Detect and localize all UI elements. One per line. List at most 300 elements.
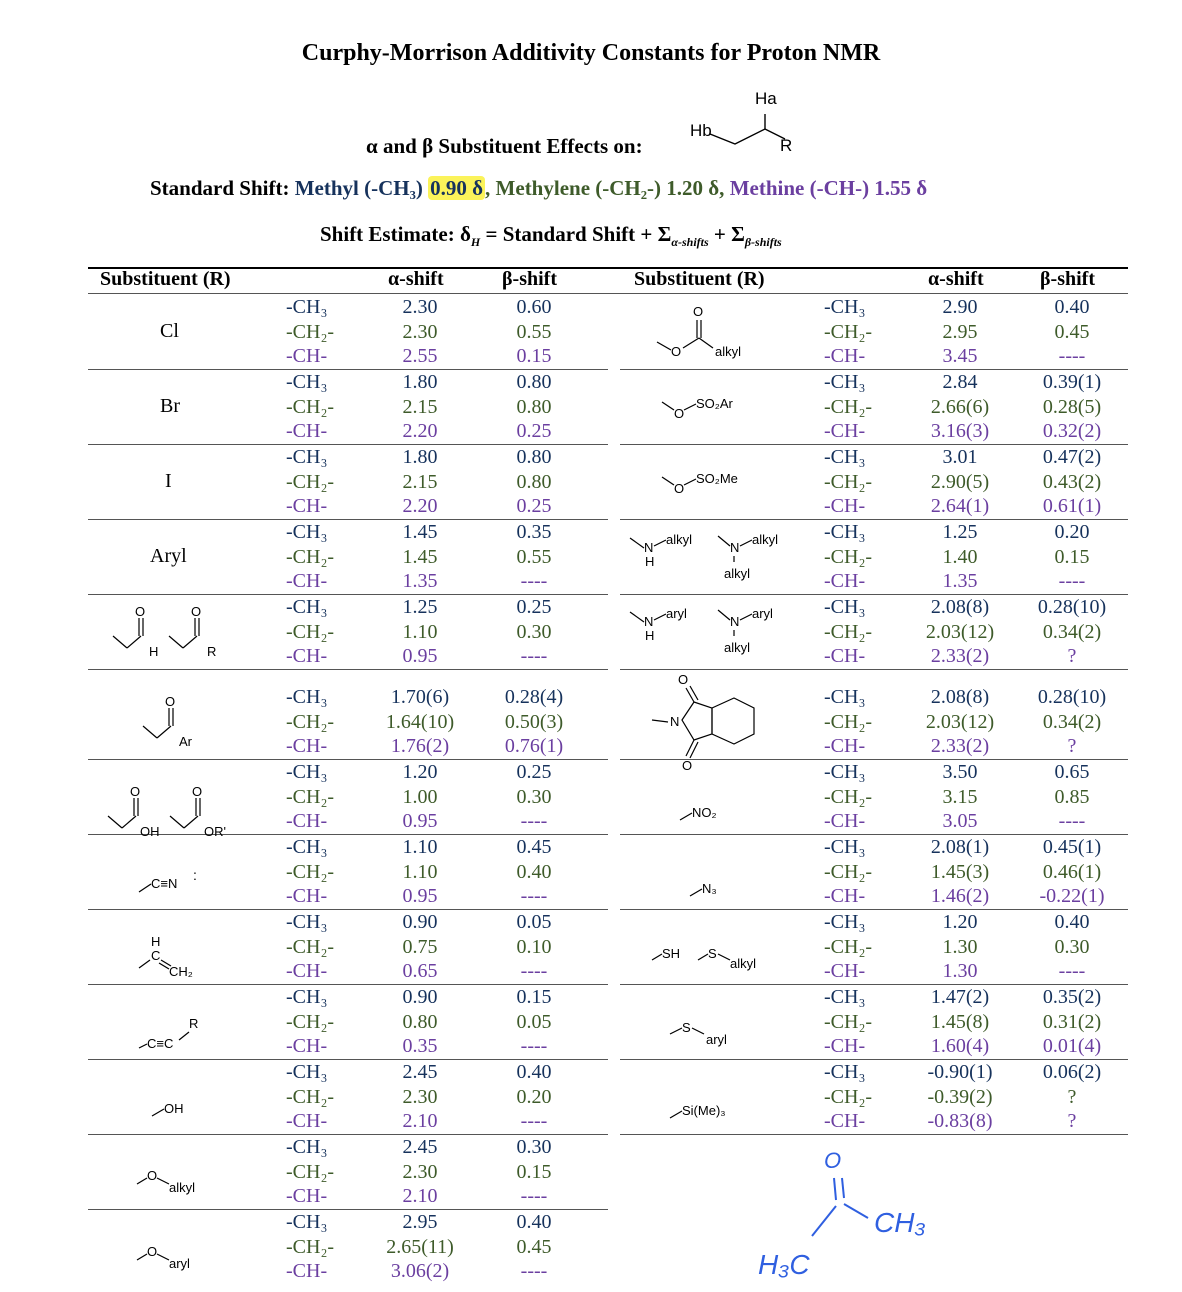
estimate-sub-h: H bbox=[470, 235, 481, 250]
alpha-shift-value: 2.55 bbox=[402, 345, 438, 367]
estimate-eq: = Standard Shift + Σ bbox=[480, 222, 672, 246]
beta-shift-value: ---- bbox=[1058, 960, 1086, 982]
alpha-shift-values bbox=[380, 835, 460, 909]
carbon-label: -CH- bbox=[824, 570, 866, 592]
carbon-label: -CH₂- bbox=[824, 785, 873, 808]
n-atom: N bbox=[644, 540, 654, 555]
beta-shift-values bbox=[1028, 835, 1116, 909]
beta-shift-value: 0.43(2) bbox=[1042, 470, 1102, 493]
alpha-shift-value: 2.33(2) bbox=[930, 735, 990, 757]
carbon-label: -CH₃ bbox=[824, 686, 866, 708]
beta-shift-value: 0.31(2) bbox=[1042, 1010, 1102, 1033]
alpha-shift-value: 1.40 bbox=[942, 545, 978, 568]
ha-label: Ha bbox=[755, 89, 777, 108]
alpha-shift-value: 1.35 bbox=[402, 570, 438, 592]
beta-shift-value: 0.40 bbox=[1054, 911, 1090, 933]
carbon-labels bbox=[824, 835, 872, 909]
carbon-label: -CH₂- bbox=[286, 860, 335, 883]
carbon-labels bbox=[286, 370, 334, 444]
carbon-label: -CH- bbox=[286, 960, 328, 982]
alpha-shift-value: 2.64(1) bbox=[930, 495, 990, 517]
carbon-label: -CH- bbox=[286, 420, 328, 442]
azide-structure bbox=[688, 876, 748, 902]
header-rule bbox=[88, 293, 1128, 294]
hb-label: Hb bbox=[690, 121, 712, 140]
alpha-shift-value: 2.33(2) bbox=[930, 645, 990, 667]
carbon-label: -CH₃ bbox=[286, 986, 328, 1008]
beta-shift-value: 0.85 bbox=[1054, 785, 1090, 808]
beta-shift-value: 0.28(10) bbox=[1037, 596, 1107, 618]
beta-shift-value: 0.80 bbox=[516, 395, 552, 418]
carbon-label: -CH₃ bbox=[824, 596, 866, 618]
beta-shift-values bbox=[1028, 370, 1116, 444]
carbon-label: -CH₂- bbox=[286, 1235, 335, 1258]
carbon-labels bbox=[824, 910, 872, 984]
alpha-shift-values bbox=[918, 370, 1002, 444]
n-atom: N bbox=[670, 714, 680, 729]
carbon-label: -CH₃ bbox=[824, 1061, 866, 1083]
beta-shift-value: 0.30 bbox=[516, 1136, 552, 1158]
s-atom: S bbox=[708, 946, 717, 961]
alpha-shift-values bbox=[918, 760, 1002, 834]
beta-shift-value: 0.01(4) bbox=[1042, 1035, 1102, 1057]
alpha-shift-value: 2.30 bbox=[402, 296, 438, 318]
carbon-label: -CH₂- bbox=[824, 545, 873, 568]
carbon-label: -CH₃ bbox=[286, 1136, 328, 1158]
handwritten-ch3: CH₃ bbox=[874, 1207, 926, 1238]
carbon-label: -CH₃ bbox=[824, 446, 866, 468]
alpha-shift-value: 1.30 bbox=[942, 960, 978, 982]
alpha-shift-values bbox=[380, 760, 460, 834]
beta-shift-value: 0.47(2) bbox=[1042, 446, 1102, 468]
beta-shift-value: 0.15 bbox=[1054, 545, 1090, 568]
beta-shift-value: 0.05 bbox=[516, 911, 552, 933]
carbon-label: -CH₃ bbox=[286, 371, 328, 393]
alkyne-label: C≡C bbox=[147, 1036, 174, 1051]
ether-aryl-structure bbox=[135, 1242, 225, 1274]
carbon-label: -CH₃ bbox=[824, 521, 866, 543]
carbon-label: -CH₂- bbox=[824, 320, 873, 343]
alpha-shift-values bbox=[380, 1135, 460, 1209]
alpha-shift-values bbox=[918, 985, 1002, 1059]
beta-shift-values bbox=[495, 520, 573, 594]
aryl-label: aryl bbox=[169, 1256, 190, 1271]
handwritten-acetone-sketch bbox=[750, 1148, 950, 1288]
phthalimide-structure bbox=[650, 670, 770, 774]
so2ar-label: SO₂Ar bbox=[696, 396, 733, 411]
carbon-label: -CH- bbox=[286, 735, 328, 757]
alpha-shift-value: 2.20 bbox=[402, 420, 438, 442]
alpha-shift-values bbox=[918, 910, 1002, 984]
carbon-label: -CH- bbox=[286, 645, 328, 667]
handwritten-h3c: H₃C bbox=[758, 1249, 810, 1280]
alkyl-label: alkyl bbox=[169, 1180, 196, 1195]
ester-o-structure bbox=[655, 302, 765, 364]
aryl-sulfide-structure bbox=[668, 1018, 758, 1050]
n-atom: N bbox=[644, 614, 654, 629]
beta-shift-value: 0.45(1) bbox=[1042, 836, 1102, 858]
alkyl-label: alkyl bbox=[724, 640, 751, 655]
carbon-label: -CH- bbox=[286, 1110, 328, 1132]
methylene-label: , Methylene (-CH₂-) 1.20 δ, bbox=[485, 176, 730, 200]
carbon-label: -CH- bbox=[286, 1185, 328, 1207]
r-atom: R bbox=[207, 644, 217, 659]
alpha-shift-value: 2.95 bbox=[942, 320, 978, 343]
carbon-label: -CH₃ bbox=[824, 836, 866, 858]
alpha-shift-value: 2.08(8) bbox=[930, 686, 990, 708]
o-atom: O bbox=[135, 604, 146, 619]
oh-atom: OH bbox=[140, 824, 160, 839]
carbon-labels bbox=[286, 1060, 334, 1134]
left-alpha-header: α-shift bbox=[388, 268, 444, 290]
alpha-shift-values bbox=[918, 595, 1002, 669]
o-atom: O bbox=[693, 304, 704, 319]
carbon-label: -CH₂- bbox=[824, 1085, 873, 1108]
alpha-shift-value: 0.80 bbox=[402, 1010, 438, 1033]
carbon-label: -CH₃ bbox=[286, 836, 328, 858]
c-atom: C bbox=[151, 948, 161, 963]
carbon-label: -CH₂- bbox=[286, 710, 335, 733]
beta-shift-value: 0.35 bbox=[516, 521, 552, 543]
estimate-sub-beta: β-shifts bbox=[744, 235, 782, 250]
alpha-shift-value: 0.95 bbox=[402, 885, 438, 907]
alpha-shift-value: 0.95 bbox=[402, 810, 438, 832]
carbon-label: -CH₃ bbox=[286, 1061, 328, 1083]
ether-alkyl-structure bbox=[135, 1166, 225, 1198]
o-atom: O bbox=[674, 481, 685, 496]
alpha-shift-value: 2.65(11) bbox=[386, 1235, 454, 1258]
mesylate-structure bbox=[660, 467, 770, 497]
beta-shift-values bbox=[1028, 1060, 1116, 1134]
alpha-shift-value: 0.75 bbox=[402, 935, 438, 958]
no2-label: NO₂ bbox=[692, 805, 717, 820]
beta-shift-value: 0.55 bbox=[516, 320, 552, 343]
carbon-label: -CH₂- bbox=[286, 620, 335, 643]
beta-shift-value: ---- bbox=[1058, 570, 1086, 592]
alpha-shift-value: 1.70(6) bbox=[390, 686, 450, 708]
beta-shift-values bbox=[495, 910, 573, 984]
beta-shift-value: ? bbox=[1067, 645, 1077, 667]
beta-shift-value: 0.45 bbox=[1054, 320, 1090, 343]
alpha-shift-values bbox=[380, 295, 460, 369]
alkene-structure bbox=[135, 930, 215, 986]
carbon-label: -CH- bbox=[824, 885, 866, 907]
alpha-shift-value: 2.08(1) bbox=[930, 836, 990, 858]
alkyl-label: alkyl bbox=[752, 532, 779, 547]
alpha-shift-values bbox=[918, 295, 1002, 369]
beta-shift-value: 0.25 bbox=[516, 761, 552, 783]
beta-shift-values bbox=[495, 835, 573, 909]
carbon-label: -CH₂- bbox=[824, 1010, 873, 1033]
beta-shift-values bbox=[495, 1210, 573, 1284]
s-atom: S bbox=[682, 1020, 691, 1035]
beta-shift-value: 0.30 bbox=[1054, 935, 1090, 958]
carbon-label: -CH₂- bbox=[286, 1160, 335, 1183]
row-rule bbox=[620, 1134, 1128, 1135]
alpha-shift-value: 2.95 bbox=[402, 1211, 438, 1233]
carbon-label: -CH- bbox=[286, 570, 328, 592]
nitrile-structure bbox=[135, 862, 215, 902]
methyl-label: Methyl (-CH₃) bbox=[294, 176, 429, 200]
carbon-label: -CH₃ bbox=[824, 296, 866, 318]
carbon-label: -CH₃ bbox=[286, 761, 328, 783]
alpha-shift-value: 2.15 bbox=[402, 395, 438, 418]
carbon-label: -CH₂- bbox=[286, 1085, 335, 1108]
alpha-shift-value: 1.20 bbox=[402, 761, 438, 783]
beta-shift-value: 0.80 bbox=[516, 470, 552, 493]
alpha-shift-values bbox=[918, 685, 1002, 759]
beta-shift-values bbox=[1028, 685, 1116, 759]
alpha-shift-values bbox=[380, 910, 460, 984]
sub-aryl: Aryl bbox=[150, 545, 187, 567]
left-substituent-header: Substituent (R) bbox=[100, 268, 231, 290]
aryl-label: aryl bbox=[752, 606, 773, 621]
r-label: R bbox=[780, 136, 793, 155]
estimate-text: Shift Estimate: δ bbox=[320, 222, 471, 246]
aryl-label: aryl bbox=[706, 1032, 727, 1047]
beta-shift-value: 0.40 bbox=[516, 1061, 552, 1083]
alpha-shift-value: 2.84 bbox=[942, 371, 978, 393]
beta-shift-values bbox=[495, 1060, 573, 1134]
carbon-labels bbox=[824, 1060, 872, 1134]
carbon-labels bbox=[286, 520, 334, 594]
thiol-sulfide-structure bbox=[650, 944, 770, 976]
carbon-label: -CH₂- bbox=[824, 470, 873, 493]
carbon-label: -CH₃ bbox=[286, 446, 328, 468]
carbon-label: -CH- bbox=[286, 1260, 328, 1282]
o-atom: O bbox=[130, 784, 141, 799]
beta-shift-value: 0.46(1) bbox=[1042, 860, 1102, 883]
alpha-shift-value: 1.64(10) bbox=[385, 710, 455, 733]
alpha-shift-values bbox=[380, 370, 460, 444]
alpha-shift-value: 2.45 bbox=[402, 1061, 438, 1083]
carbon-label: -CH₃ bbox=[824, 911, 866, 933]
beta-shift-values bbox=[1028, 445, 1116, 519]
n-atom: N bbox=[730, 540, 740, 555]
nitro-structure bbox=[678, 800, 758, 826]
methyl-highlight: 0.90 δ bbox=[430, 176, 484, 200]
alpha-shift-value: 2.03(12) bbox=[925, 620, 995, 643]
alpha-shift-values bbox=[380, 985, 460, 1059]
beta-shift-value: 0.28(10) bbox=[1037, 686, 1107, 708]
carbon-labels bbox=[824, 685, 872, 759]
beta-shift-value: 0.28(4) bbox=[504, 686, 564, 708]
alpha-shift-value: -0.83(8) bbox=[927, 1110, 993, 1132]
beta-shift-value: 0.30 bbox=[516, 620, 552, 643]
beta-shift-values bbox=[1028, 295, 1116, 369]
carbon-label: -CH- bbox=[824, 495, 866, 517]
alpha-shift-values bbox=[380, 445, 460, 519]
beta-shift-values bbox=[495, 445, 573, 519]
n3-label: N₃ bbox=[702, 881, 717, 896]
alpha-shift-value: 0.95 bbox=[402, 645, 438, 667]
alpha-shift-value: 2.03(12) bbox=[925, 710, 995, 733]
alpha-shift-values bbox=[918, 520, 1002, 594]
alpha-shift-values bbox=[918, 1060, 1002, 1134]
alpha-shift-value: 3.06(2) bbox=[390, 1260, 450, 1282]
beta-shift-value: 0.35(2) bbox=[1042, 986, 1102, 1008]
beta-shift-value: 0.65 bbox=[1054, 761, 1090, 783]
beta-shift-values bbox=[495, 595, 573, 669]
beta-shift-value: 0.30 bbox=[516, 785, 552, 808]
beta-shift-value: 0.25 bbox=[516, 495, 552, 517]
r-atom: R bbox=[189, 1016, 199, 1031]
alcohol-structure bbox=[150, 1096, 210, 1120]
alpha-shift-value: 3.15 bbox=[942, 785, 978, 808]
alpha-shift-value: 2.90(5) bbox=[930, 470, 990, 493]
carbon-label: -CH₂- bbox=[824, 935, 873, 958]
beta-shift-value: 0.28(5) bbox=[1042, 395, 1102, 418]
alkyl-label: alkyl bbox=[715, 344, 742, 359]
alkyl-label: alkyl bbox=[724, 566, 751, 581]
carbon-labels bbox=[824, 520, 872, 594]
carbon-labels bbox=[824, 370, 872, 444]
standard-shift bbox=[150, 176, 927, 201]
beta-shift-value: 0.39(1) bbox=[1042, 371, 1102, 393]
row-rule bbox=[88, 669, 608, 670]
alpha-shift-value: 1.60(4) bbox=[930, 1035, 990, 1057]
alpha-shift-value: 1.20 bbox=[942, 911, 978, 933]
alpha-shift-value: 1.76(2) bbox=[390, 735, 450, 757]
carbon-label: -CH- bbox=[824, 645, 866, 667]
alpha-shift-value: -0.90(1) bbox=[927, 1061, 993, 1083]
carbon-label: -CH₃ bbox=[286, 911, 328, 933]
carbon-labels bbox=[286, 445, 334, 519]
silyl-structure bbox=[668, 1098, 778, 1124]
beta-shift-value: ? bbox=[1067, 1085, 1077, 1108]
alpha-shift-value: 2.30 bbox=[402, 1160, 438, 1183]
carbon-labels bbox=[286, 985, 334, 1059]
beta-shift-value: ---- bbox=[520, 885, 548, 907]
carbon-label: -CH₃ bbox=[286, 521, 328, 543]
beta-shift-values bbox=[1028, 985, 1116, 1059]
h-atom: H bbox=[645, 628, 655, 643]
carbon-label: -CH₂- bbox=[286, 785, 335, 808]
sub-i: I bbox=[165, 470, 172, 492]
beta-shift-value: 0.10 bbox=[516, 935, 552, 958]
alpha-shift-value: 1.10 bbox=[402, 836, 438, 858]
alpha-shift-value: 2.08(8) bbox=[930, 596, 990, 618]
standard-shift-prefix: Standard Shift: bbox=[150, 176, 295, 200]
beta-shift-values bbox=[495, 1135, 573, 1209]
beta-shift-value: 0.15 bbox=[516, 986, 552, 1008]
alpha-shift-value: 2.30 bbox=[402, 1085, 438, 1108]
acid-ester-structure bbox=[100, 782, 250, 842]
alpha-shift-value: 3.16(3) bbox=[930, 420, 990, 442]
carbon-label: -CH₂- bbox=[824, 710, 873, 733]
handwritten-o: O bbox=[824, 1148, 842, 1173]
beta-shift-value: 0.76(1) bbox=[504, 735, 564, 757]
carbon-label: -CH₂- bbox=[824, 860, 873, 883]
alkyne-structure bbox=[135, 1010, 225, 1054]
carbon-labels bbox=[286, 1210, 334, 1284]
beta-shift-values bbox=[495, 760, 573, 834]
beta-shift-value: ---- bbox=[520, 1185, 548, 1207]
carbon-labels bbox=[824, 295, 872, 369]
carbon-label: -CH₂- bbox=[286, 935, 335, 958]
o-atom: O bbox=[671, 344, 682, 359]
beta-shift-value: 0.45 bbox=[516, 836, 552, 858]
beta-shift-value: 0.25 bbox=[516, 420, 552, 442]
beta-shift-value: 0.05 bbox=[516, 1010, 552, 1033]
alpha-shift-value: 0.35 bbox=[402, 1035, 438, 1057]
page-title: Curphy-Morrison Additivity Constants for Proton NMR bbox=[301, 40, 881, 66]
alpha-shift-value: 1.80 bbox=[402, 446, 438, 468]
h-atom: H bbox=[645, 554, 655, 569]
beta-shift-value: 0.34(2) bbox=[1042, 710, 1102, 733]
alpha-shift-value: 1.00 bbox=[402, 785, 438, 808]
alpha-shift-value: 0.90 bbox=[402, 986, 438, 1008]
ar-atom: Ar bbox=[179, 734, 192, 749]
o-atom: O bbox=[682, 758, 693, 773]
beta-shift-value: 0.40 bbox=[1054, 296, 1090, 318]
sulfonate-aryl-structure bbox=[660, 392, 770, 422]
sh-label: SH bbox=[662, 946, 681, 961]
carbon-label: -CH- bbox=[286, 495, 328, 517]
beta-shift-value: 0.32(2) bbox=[1042, 420, 1102, 442]
aryl-label: aryl bbox=[666, 606, 687, 621]
beta-shift-value: ---- bbox=[1058, 345, 1086, 367]
beta-shift-value: 0.61(1) bbox=[1042, 495, 1102, 517]
carbon-label: -CH₃ bbox=[824, 761, 866, 783]
carbon-label: -CH- bbox=[286, 810, 328, 832]
beta-shift-value: ---- bbox=[520, 1110, 548, 1132]
aryl-amine-structure bbox=[628, 602, 788, 658]
beta-shift-values bbox=[495, 985, 573, 1059]
carbon-labels bbox=[286, 910, 334, 984]
beta-shift-value: 0.34(2) bbox=[1042, 620, 1102, 643]
methine-label: Methine (-CH-) 1.55 δ bbox=[729, 176, 928, 200]
o-atom: O bbox=[191, 604, 202, 619]
sub-cl: Cl bbox=[160, 320, 179, 342]
beta-shift-values bbox=[1028, 910, 1116, 984]
carbon-label: -CH- bbox=[824, 810, 866, 832]
alpha-shift-value: 1.45(8) bbox=[930, 1010, 990, 1033]
carbon-label: -CH₃ bbox=[824, 371, 866, 393]
or-atom: OR' bbox=[204, 824, 226, 839]
carbon-label: -CH₃ bbox=[286, 296, 328, 318]
alpha-shift-values bbox=[380, 1210, 460, 1284]
alpha-shift-value: 1.25 bbox=[402, 596, 438, 618]
carbon-label: -CH₃ bbox=[824, 986, 866, 1008]
beta-shift-values bbox=[495, 370, 573, 444]
carbon-label: -CH- bbox=[286, 345, 328, 367]
alpha-shift-value: 1.10 bbox=[402, 860, 438, 883]
carbon-label: -CH- bbox=[286, 885, 328, 907]
alpha-shift-values bbox=[380, 685, 460, 759]
alpha-shift-value: 1.47(2) bbox=[930, 986, 990, 1008]
beta-shift-value: ---- bbox=[520, 1260, 548, 1282]
alpha-shift-value: 3.50 bbox=[942, 761, 978, 783]
carbon-label: -CH₂- bbox=[824, 620, 873, 643]
alpha-shift-value: 2.10 bbox=[402, 1185, 438, 1207]
beta-shift-value: ? bbox=[1067, 735, 1077, 757]
estimate-plus: + Σ bbox=[708, 222, 745, 246]
beta-shift-value: ---- bbox=[520, 1035, 548, 1057]
alpha-shift-value: 1.25 bbox=[942, 521, 978, 543]
carbon-labels bbox=[286, 595, 334, 669]
beta-shift-value: 0.40 bbox=[516, 1211, 552, 1233]
carbon-labels bbox=[824, 760, 872, 834]
alpha-shift-values bbox=[918, 835, 1002, 909]
beta-shift-value: 0.15 bbox=[516, 1160, 552, 1183]
carbon-label: -CH- bbox=[824, 735, 866, 757]
carbon-label: -CH₃ bbox=[286, 596, 328, 618]
alpha-shift-value: 1.80 bbox=[402, 371, 438, 393]
nitrile-label: C≡N bbox=[151, 876, 178, 891]
ch2-atom: CH₂ bbox=[169, 964, 193, 979]
carbon-label: -CH- bbox=[824, 960, 866, 982]
